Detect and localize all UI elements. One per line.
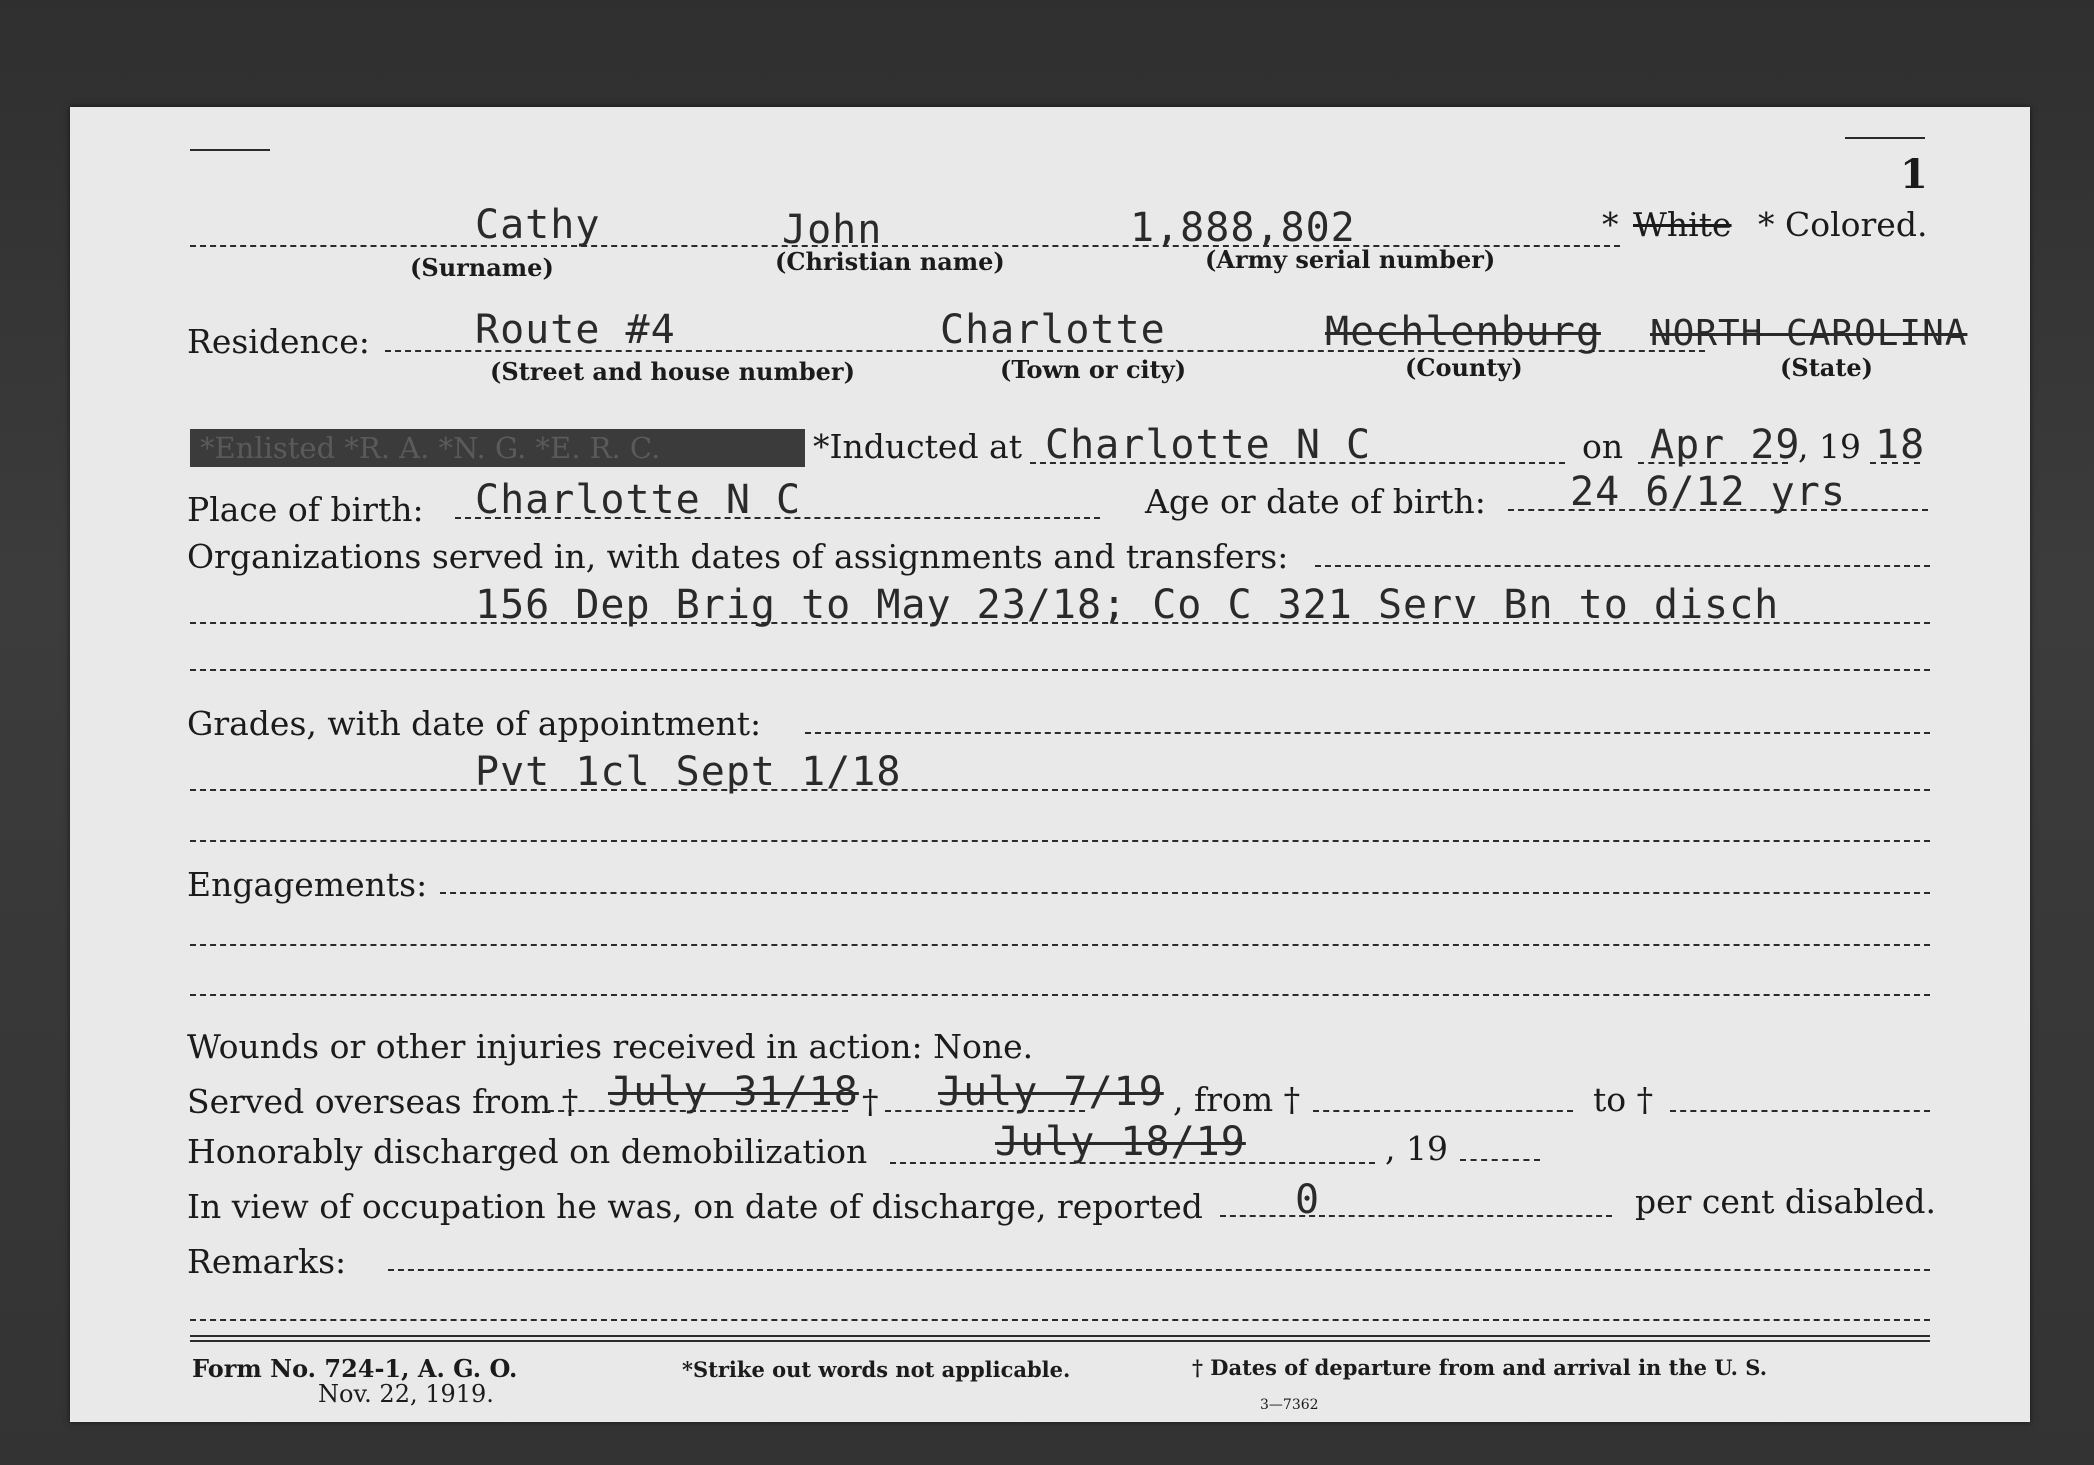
form-number: Form No. 724-1, A. G. O. (192, 1354, 518, 1383)
form-date: Nov. 22, 1919. (318, 1380, 494, 1408)
age-label: Age or date of birth: (1145, 482, 1486, 521)
engagements-line-3 (190, 994, 1930, 996)
inducted-at-value: Charlotte N C (1045, 422, 1372, 468)
birthplace-label: Place of birth: (187, 490, 424, 529)
inducted-date-value: Apr 29 (1650, 422, 1801, 468)
disability-suffix: per cent disabled. (1635, 1182, 1937, 1221)
grades-line-1 (805, 732, 1930, 734)
print-code: 3—7362 (1260, 1397, 1319, 1413)
disability-label: In view of occupation he was, on date of discharge, reported (187, 1187, 1203, 1226)
discharge-year-line (1460, 1159, 1540, 1161)
top-left-rule (190, 149, 270, 151)
age-value: 24 6/12 yrs (1570, 469, 1846, 515)
discharge-year-prefix: , 19 (1385, 1129, 1448, 1168)
inducted-year-value: 18 (1875, 422, 1926, 468)
remarks-label: Remarks: (187, 1242, 347, 1281)
remarks-line-2 (190, 1319, 1930, 1321)
state-caption: (State) (1780, 353, 1874, 382)
year-prefix: , 19 (1798, 427, 1861, 466)
town-caption: (Town or city) (1000, 355, 1187, 384)
grades-value: Pvt 1cl Sept 1/18 (475, 749, 902, 795)
footer-rule-2 (190, 1340, 1930, 1342)
disability-value: 0 (1295, 1177, 1321, 1223)
card-number: 1 (1900, 151, 1928, 198)
organizations-line-1 (1315, 565, 1930, 567)
residence-label: Residence: (187, 322, 370, 361)
from-label: , from † (1173, 1080, 1301, 1119)
christian-name-value: John (782, 207, 883, 253)
serial-number-value: 1,888,802 (1130, 205, 1356, 251)
overseas-dagger: † (862, 1082, 879, 1121)
grades-label: Grades, with date of appointment: (187, 704, 762, 743)
grades-line-3 (190, 840, 1930, 842)
serial-number-caption: (Army serial number) (1205, 245, 1496, 274)
surname-caption: (Surname) (410, 253, 554, 282)
state-value-struck: NORTH CAROLINA (1650, 313, 1968, 354)
engagements-line-2 (190, 944, 1930, 946)
dates-note: † Dates of departure from and arrival in the U. S. (1192, 1355, 1768, 1380)
surname-value: Cathy (475, 202, 601, 248)
overseas-to-value: July 7/19 (938, 1069, 1164, 1115)
wounds-label: Wounds or other injuries received in action: None. (187, 1027, 1034, 1066)
to-label: to † (1593, 1080, 1654, 1119)
remarks-line-1 (388, 1269, 1930, 1271)
discharge-date-value: July 18/19 (995, 1119, 1246, 1165)
organizations-label: Organizations served in, with dates of assignments and transfers: (187, 537, 1289, 576)
draft-record-card (70, 107, 2030, 1422)
disability-line (1220, 1215, 1612, 1217)
from-line (1313, 1110, 1573, 1112)
organizations-value: 156 Dep Brig to May 23/18; Co C 321 Serv Bn to disch (475, 582, 1780, 628)
to-line (1670, 1110, 1930, 1112)
discharge-label: Honorably discharged on demobilization (187, 1132, 868, 1171)
top-right-rule (1845, 137, 1925, 139)
grades-line-2 (190, 789, 1930, 791)
christian-name-caption: (Christian name) (775, 247, 1005, 276)
town-value: Charlotte (940, 307, 1166, 353)
inducted-label: *Inducted at (813, 427, 1022, 466)
enlisted-blackout: *Enlisted *R. A. *N. G. *E. R. C. (190, 429, 805, 467)
overseas-label: Served overseas from † (187, 1082, 579, 1121)
organizations-line-3 (190, 669, 1930, 671)
on-label: on (1582, 427, 1624, 466)
race-colored: * Colored. (1758, 205, 1928, 244)
engagements-label: Engagements: (187, 865, 428, 904)
county-value-struck: Mechlenburg (1325, 309, 1601, 355)
race-star: * (1602, 205, 1619, 244)
footer-rule-1 (190, 1335, 1930, 1337)
overseas-from-value: July 31/18 (608, 1069, 859, 1115)
race-white-struck: White (1633, 205, 1732, 244)
engagements-line-1 (440, 892, 1930, 894)
birthplace-value: Charlotte N C (475, 477, 802, 523)
county-caption: (County) (1405, 353, 1523, 382)
street-caption: (Street and house number) (490, 357, 855, 386)
strike-note: *Strike out words not applicable. (682, 1357, 1071, 1382)
street-value: Route #4 (475, 307, 676, 353)
